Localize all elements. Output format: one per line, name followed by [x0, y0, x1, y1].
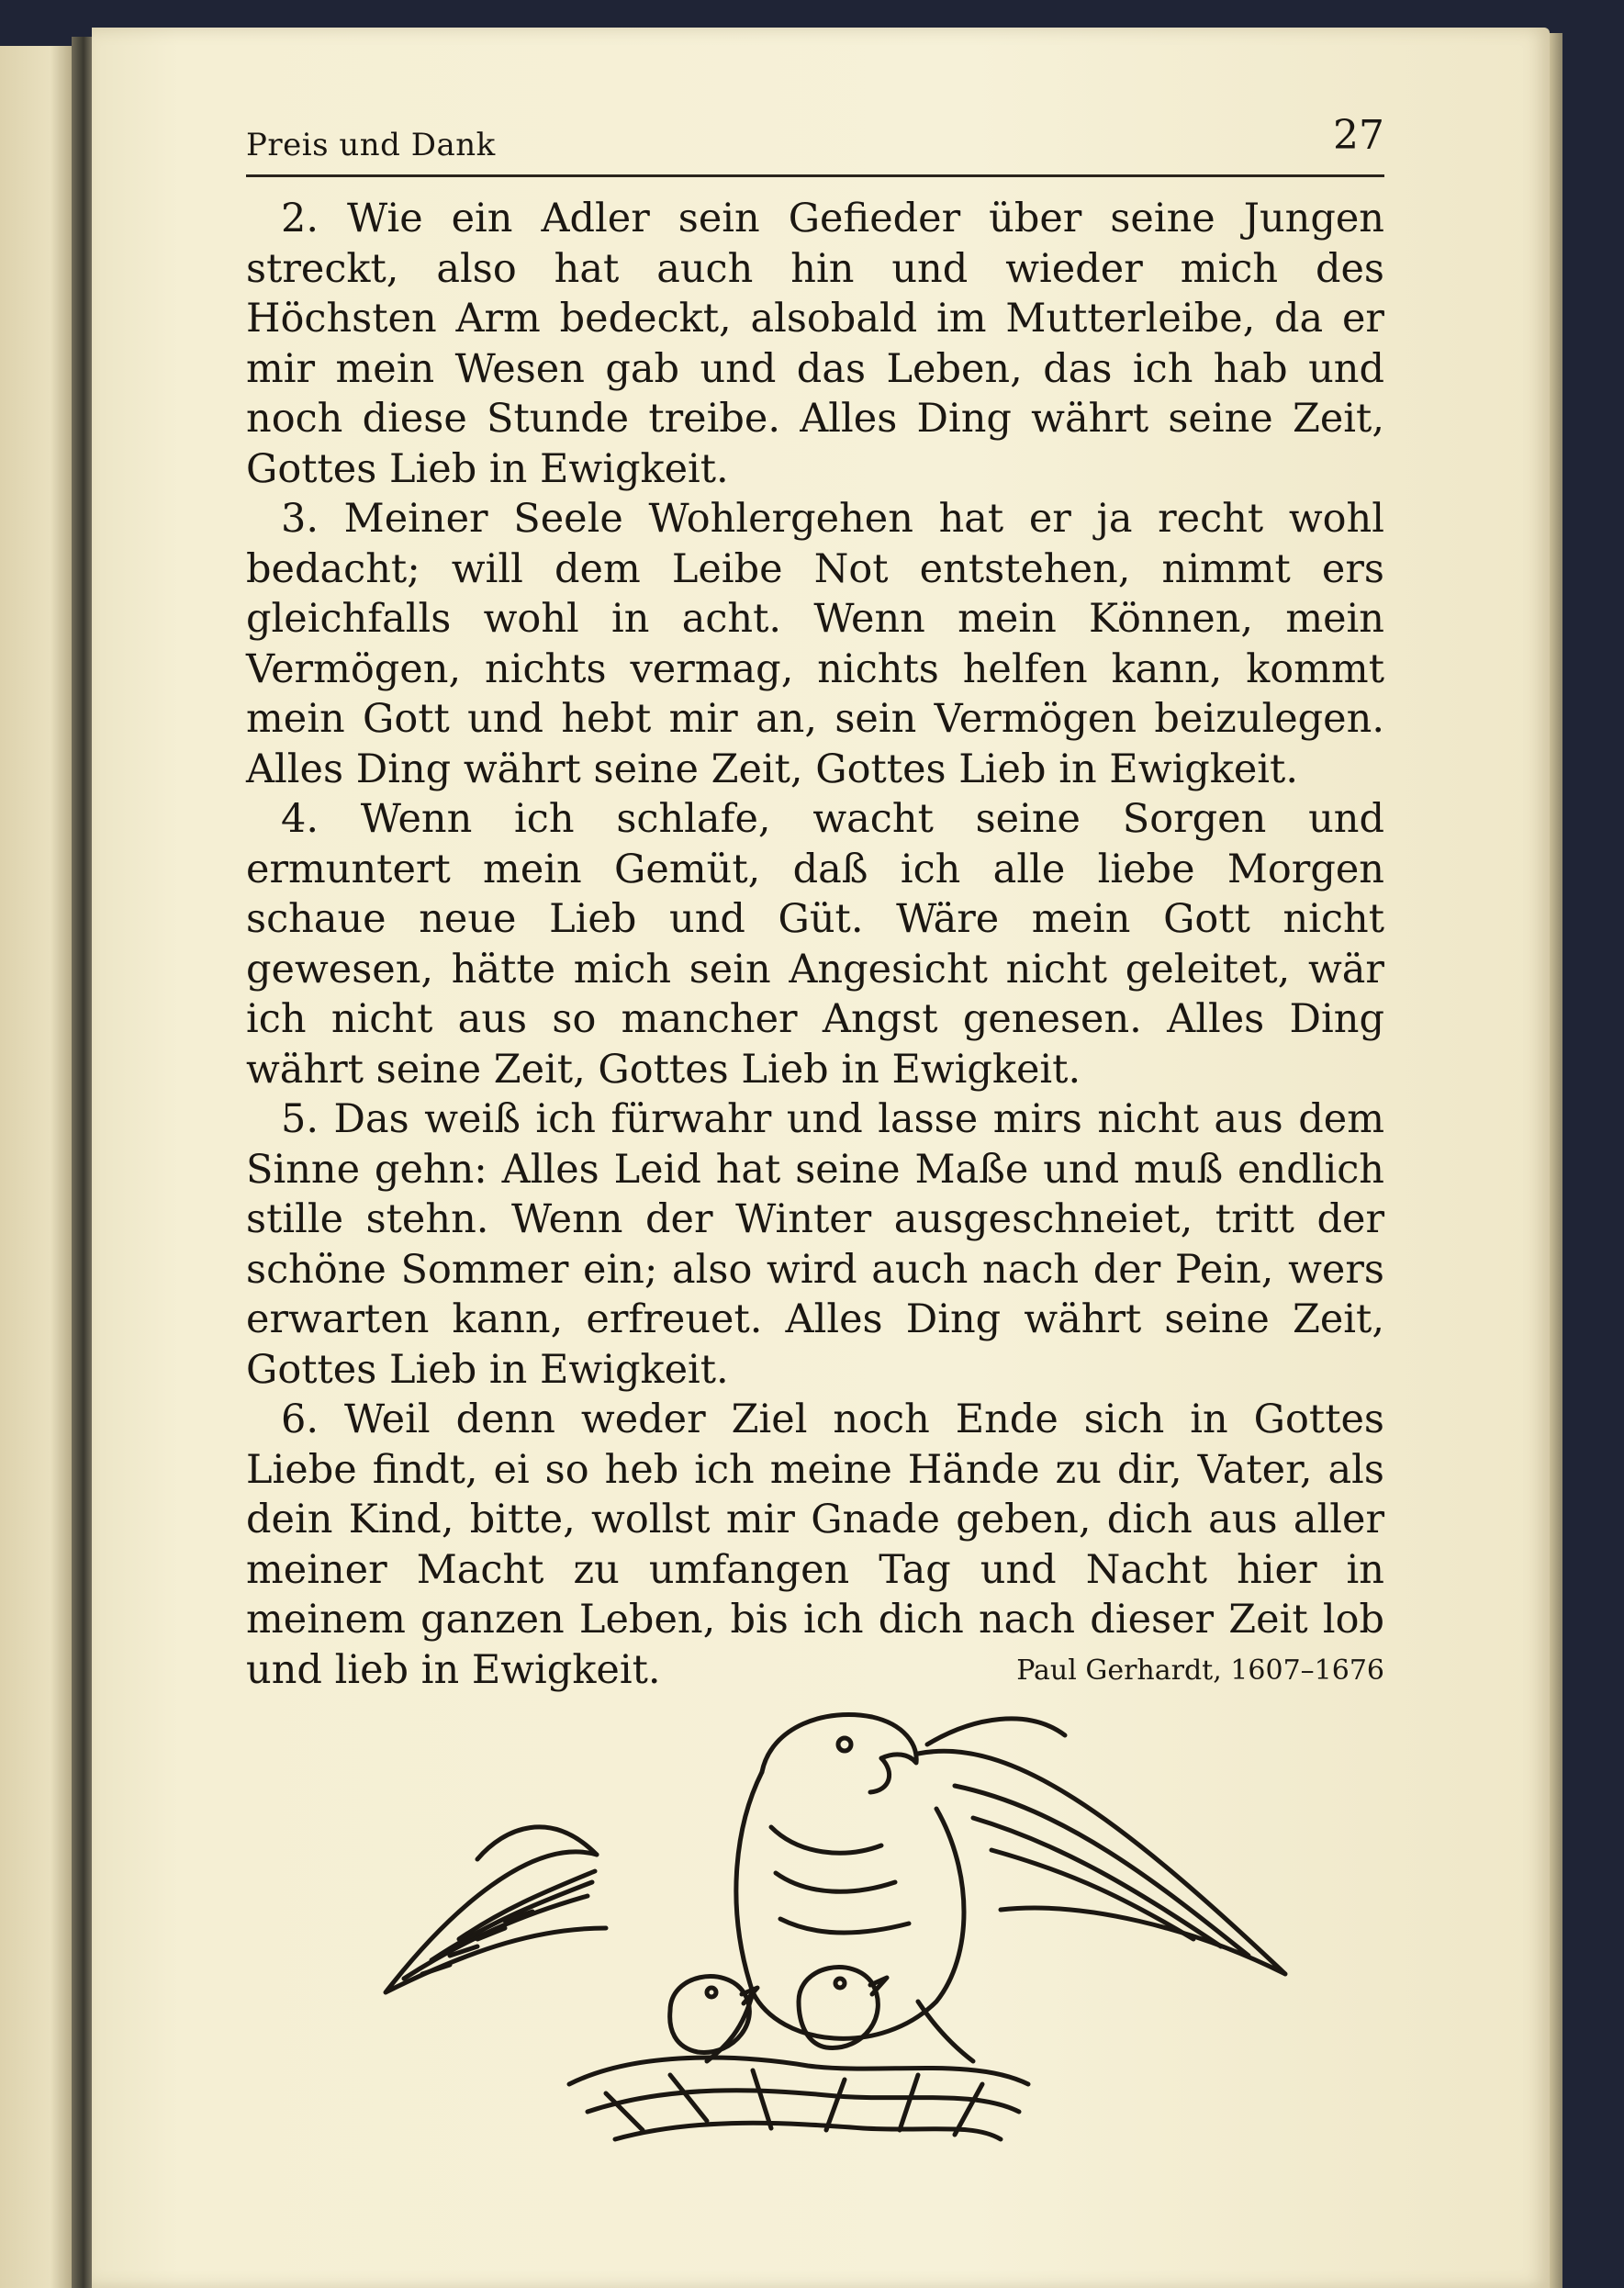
verse-5: 5. Das weiß ich fürwahr und lasse mirs nicht aus dem Sinne gehn: Alles Leid hat seine Maße und muß endlich stille stehn. Wenn der Winter ausgeschneiet, tritt der schöne Sommer ein; also wird auch nach der Pein, wers erwarten kann, erfreuet. Alles Ding währt seine Zeit, Gottes Lieb in Ewigkeit. — [246, 1096, 1384, 1393]
section-title: Preis und Dank — [246, 127, 496, 163]
previous-page-edge — [0, 46, 72, 2288]
verse-3: 3. Meiner Seele Wohlergehen hat er ja recht wohl bedacht; will dem Leibe Not entstehen, nimmt ers gleichfalls wohl in acht. Wenn mein Können, mein Vermögen, nichts vermag, nichts helfen kann, kommt mein Gott und hebt mir an, sein Vermögen beizulegen. Alles Ding währt seine Zeit, Gottes Lieb in Ewigkeit. — [246, 496, 1384, 792]
hymn-verses — [246, 194, 1384, 1695]
page-number: 27 — [1333, 112, 1384, 159]
page-stack-edge — [1550, 33, 1562, 2288]
running-header — [246, 110, 1384, 177]
eagle-with-chicks-icon — [367, 1699, 1304, 2176]
author-attribution: Paul Gerhardt, 1607–1676 — [1016, 1654, 1384, 1687]
verse-6: 6. Weil denn weder Ziel noch Ende sich in Gottes Liebe findt, ei so heb ich meine Hände zu dir, Vater, als dein Kind, bitte, wollst mir Gnade geben, dich aus aller meiner Macht zu umfangen Tag und Nacht hier in meinem ganzen Leben, bis ich dich nach dieser Zeit lob und lieb in Ewigkeit. — [246, 1396, 1384, 1693]
verse-2: 2. Wie ein Adler sein Gefieder über seine Jungen streckt, also hat auch hin und wieder mich des Höchsten Arm bedeckt, alsobald im Mutterleibe, da er mir mein Wesen gab und das Leben, das ich hab und noch diese Stunde treibe. Alles Ding währt seine Zeit, Gottes Lieb in Ewigkeit. — [246, 196, 1384, 492]
page-content — [246, 110, 1384, 1695]
verse-4: 4. Wenn ich schlafe, wacht seine Sorgen und ermuntert mein Gemüt, daß ich alle liebe Morgen schaue neue Lieb und Güt. Wäre mein Gott nicht gewesen, hätte mich sein Angesicht nicht geleitet, wär ich nicht aus so mancher Angst genesen. Alles Ding währt seine Zeit, Gottes Lieb in Ewigkeit. — [246, 796, 1384, 1093]
eagle-illustration — [367, 1699, 1304, 2176]
